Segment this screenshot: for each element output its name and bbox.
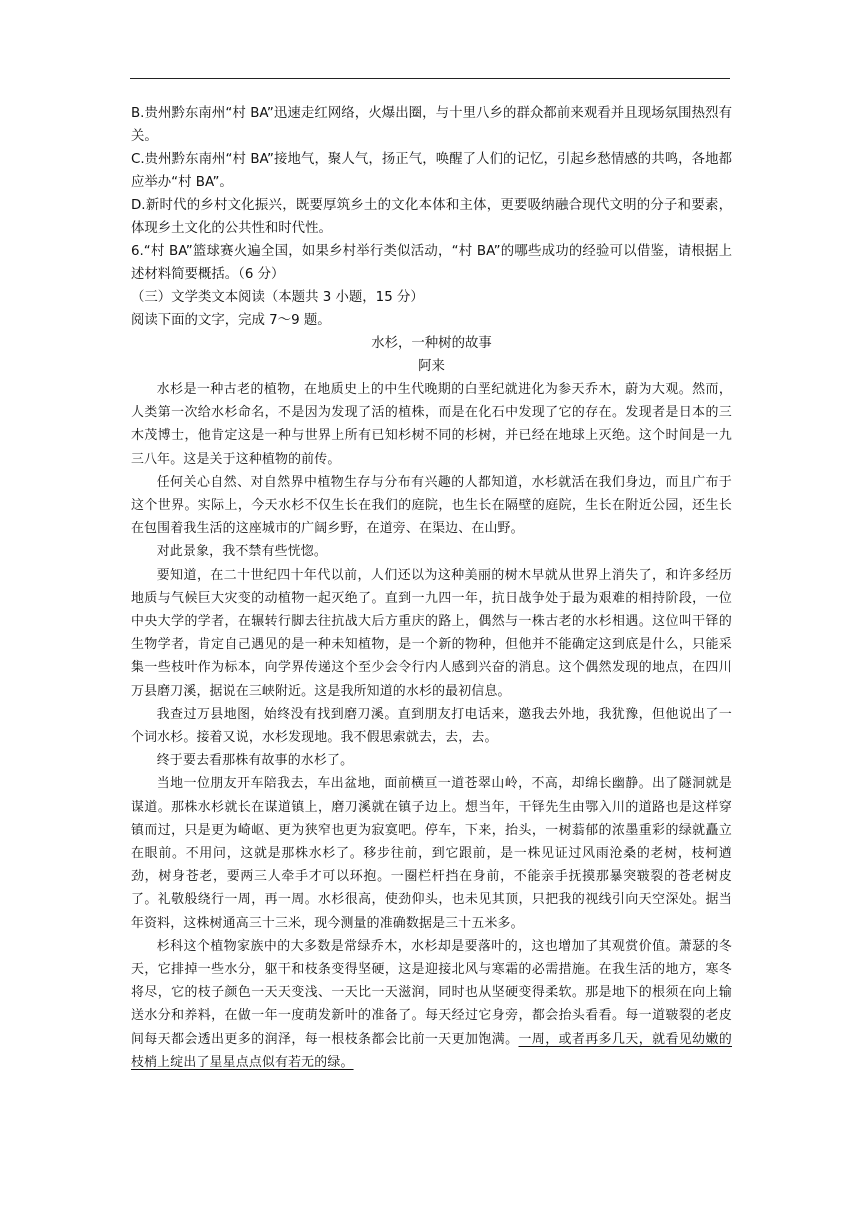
option-c: C.贵州黔东南州“村 BA”接地气，聚人气，扬正气，唤醒了人们的记忆，引起乡愁情感的共鸣，各地都应举办“村 BA”。: [131, 152, 732, 190]
option-d: D.新时代的乡村文化振兴，既要厚筑乡土的文化本体和主体，更要吸纳融合现代文明的分子和要素，体现乡土文化的公共性和时代性。: [131, 198, 732, 236]
section-instruction: 阅读下面的文字，完成 7～9 题。: [131, 313, 331, 328]
article-paragraph-3: 对此景象，我不禁有些恍惚。: [156, 544, 327, 560]
article-paragraph-1: 水杉是一种古老的植物，在地质史上的中生代晚期的白垩纪就进化为参天乔木，蔚为大观。然而，人类第一次给水杉命名，不是因为发现了活的植株，而是在化石中发现了它的存在。发现者是日本的三木茂博士，他肯定这是一种与世界上所有已知杉树不同的杉树，并已经在地球上灭绝。这个时间是一九三八年。这是关于这种植物的前传。: [131, 382, 732, 467]
article-title: 水杉，一种树的故事: [371, 336, 492, 351]
option-b: B.贵州黔东南州“村 BA”迅速走红网络，火爆出圈，与十里八乡的群众都前来观看并且现场氛围热烈有关。: [131, 106, 732, 144]
article-author: 阿来: [418, 359, 445, 374]
article-paragraph-4: 要知道，在二十世纪四十年代以前，人们还以为这种美丽的树木早就从世界上消失了，和许多经历地质与气候巨大灾变的动植物一起灭绝了。直到一九四一年，抗日战争处于最为艰难的相持阶段，一位中央大学的学者，在辗转行脚去往抗战大后方重庆的路上，偶然与一株古老的水杉相遇。这位叫干铎的生物学者，肯定自己遇见的是一种未知植物，是一个新的物种，但他并不能确定这到底是什么，只能采集一些枝叶作为标本，向学界传递这个至少会令行内人感到兴奋的消息。这个偶然发现的地点，在四川万县磨刀溪，据说在三峡附近。这是我所知道的水杉的最初信息。: [131, 567, 732, 699]
article-paragraph-5: 我查过万县地图，始终没有找到磨刀溪。直到朋友打电话来，邀我去外地，我犹豫，但他说出了一个词水杉。接着又说，水杉发现地。我不假思索就去，去，去。: [131, 706, 732, 746]
article-paragraph-7: 当地一位朋友开车陪我去，车出盆地，面前横亘一道苍翠山岭，不高，却绵长幽静。出了隧洞就是谋道。那株水杉就长在谋道镇上，磨刀溪就在镇子边上。想当年，干铎先生由鄂入川的道路也是这样穿镇而过，只是更为崎岖、更为狭窄也更为寂寞吧。停车，下来，抬头，一树蓊郁的浓墨重彩的绿就矗立在眼前。不用问，这就是那株水杉了。移步往前，到它跟前，是一株见证过风雨沧桑的老树，枝柯遒劲，树身苍老，要两三人牵手才可以环抱。一圈栏杆挡在身前，不能亲手抚摸那暴突皲裂的苍老树皮了。礼敬般绕行一周，再一周。水杉很高，使劲仰头，也未见其顶，只把我的视线引向天空深处。据当年资料，这株树通高三十三米，现今测量的准确数据是三十五米多。: [131, 776, 732, 931]
article-paragraph-2: 任何关心自然、对自然界中植物生存与分布有兴趣的人都知道，水杉就活在我们身边，而且广布于这个世界。实际上，今天水杉不仅生长在我们的庭院，也生长在隔壁的庭院，生长在附近公园，还生长在包围着我生活的这座城市的广阔乡野，在道旁、在渠边、在山野。: [131, 474, 732, 537]
section-heading: （三）文学类文本阅读（本题共 3 小题，15 分）: [131, 290, 424, 305]
underlined-sentence: 一周，或者再多几天，就看见幼嫩的枝梢上绽出了星星点点似有若无的绿。: [131, 1031, 732, 1070]
question-6: 6.“村 BA”篮球赛火遍全国，如果乡村举行类似活动，“村 BA”的哪些成功的经验可以借鉴，请根据上述材料简要概括。（6 分）: [131, 244, 732, 282]
article-paragraph-6: 终于要去看那株有故事的水杉了。: [156, 753, 354, 769]
page-content: [131, 102, 732, 1074]
header-rule: [130, 78, 730, 79]
article-paragraph-8: [131, 935, 732, 1074]
paragraph-8-text: 杉科这个植物家族中的大多数是常绿乔木，水杉却是要落叶的，这也增加了其观赏价值。萧瑟的冬天，它排掉一些水分，躯干和枝条变得坚硬，这是迎接北风与寒霜的必需措施。在我生活的地方，寒冬将尽，它的枝子颜色一天天变浅、一天比一天滋润，同时也从坚硬变得柔软。那是地下的根须在向上输送水分和养料，在做一年一度萌发新叶的准备了。每天经过它身旁，都会抬头看看。每一道皲裂的老皮间每天都会透出更多的润泽，每一根枝条都会比前一天更加饱满。: [131, 938, 732, 1047]
